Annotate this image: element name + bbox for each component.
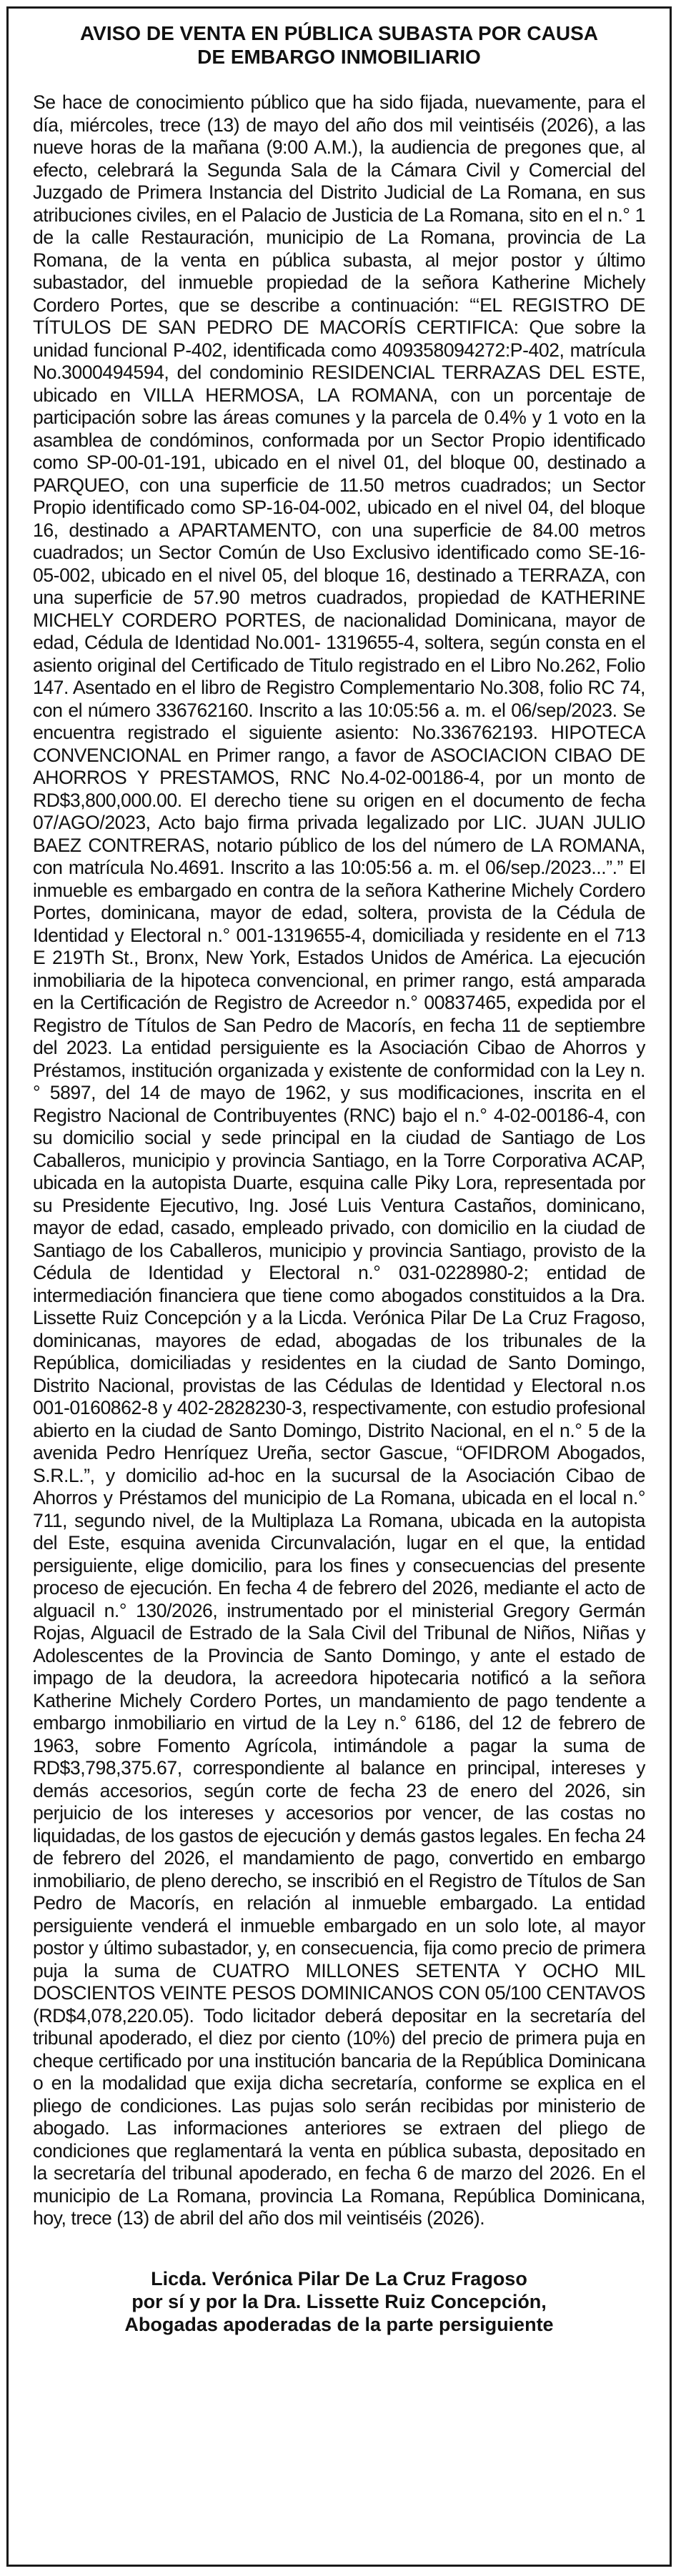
notice-title-line-2: DE EMBARGO INMOBILIARIO bbox=[197, 46, 481, 68]
signature-block bbox=[33, 2267, 645, 2336]
notice-title-line-1: AVISO DE VENTA EN PÚBLICA SUBASTA POR CAUSA bbox=[80, 22, 598, 44]
notice-title bbox=[33, 21, 645, 69]
legal-notice bbox=[6, 6, 672, 2567]
notice-body: Se hace de conocimiento público que ha sido fijada, nuevamente, para el día, miércoles, trece (13) de mayo del año dos mil veintiséis (2026), a las nueve horas de la mañana (9:00 A.M.), la audiencia de pregones que, al efecto, celebrará la Segunda Sala de la Cámara Civil y Comercial del Juzgado de Primera Instancia del Distrito Judicial de La Romana, en sus atribuciones civiles, en el Palacio de Justicia de La Romana, sito en el n.° 1 de la calle Restauración, municipio de La Romana, provincia de La Romana, de la venta en pública subasta, al mejor postor y último subastador, del inmueble propiedad de la señora Katherine Michely Cordero Portes, que se describe a continuación: “‘EL REGISTRO DE TÍTULOS DE SAN PEDRO DE MACORÍS CERTIFICA: Que sobre la unidad funcional P-402, identificada como 409358094272:P-402, matrícula No.3000494594, del condominio RESIDENCIAL TERRAZAS DEL ESTE, ubicado en VILLA HERMOSA, LA ROMANA, con un porcentaje de participación sobre las áreas comunes y la parcela de 0.4% y 1 voto en la asamblea de condóminos, conformada por un Sector Propio identificado como SP-00-01-191, ubicado en el nivel 01, del bloque 00, destinado a PARQUEO, con una superficie de 11.50 metros cuadrados; un Sector Propio identificado como SP-16-04-002, ubicado en el nivel 04, del bloque 16, destinado a APARTAMENTO, con una superficie de 84.00 metros cuadrados; un Sector Común de Uso Exclusivo identificado como SE-16- 05-002, ubicado en el nivel 05, del bloque 16, destinado a TERRAZA, con una superficie de 57.90 metros cuadrados, propiedad de KATHERINE MICHELY CORDERO PORTES, de nacionalidad Dominicana, mayor de edad, Cédula de Identidad No.001- 1319655-4, soltera, según consta en el asiento original del Certificado de Titulo registrado en el Libro No.262, Folio 147. Asentado en el libro de Registro Complementario No.308, folio RC 74, con el número 336762160. Inscrito a las 10:05:56 a. m. el 06/sep/2023. Se encuentra registrado el siguiente asiento: No.336762193. HIPOTECA CONVENCIONAL en Primer rango, a favor de ASOCIACION CIBAO DE AHORROS Y PRESTAMOS, RNC No.4-02-00186-4, por un monto de RD$3,800,000.00. El derecho tiene su origen en el documento de fecha 07/AGO/2023, Acto bajo firma privada legalizado por LIC. JUAN JULIO BAEZ CONTRERAS, notario público de los del número de LA ROMANA, con matrícula No.4691. Inscrito a las 10:05:56 a. m. el 06/sep./2023...”.” El inmueble es embargado en contra de la señora Katherine Michely Cordero Portes, dominicana, mayor de edad, soltera, provista de la Cédula de Identidad y Electoral n.° 001-1319655-4, domiciliada y residente en el 713 E 219Th St., Bronx, New York, Estados Unidos de América. La ejecución inmobiliaria de la hipoteca convencional, en primer rango, está amparada en la Certificación de Registro de Acreedor n.° 00837465, expedida por el Registro de Títulos de San Pedro de Macorís, en fecha 11 de septiembre del 2023. La entidad persiguiente es la Asociación Cibao de Ahorros y Préstamos, institución organizada y existente de conformidad con la Ley n.° 5897, del 14 de mayo de 1962, y sus modificaciones, inscrita en el Registro Nacional de Contribuyentes (RNC) bajo el n.° 4-02-00186-4, con su domicilio social y sede principal en la ciudad de Santiago de Los Caballeros, municipio y provincia Santiago, en la Torre Corporativa ACAP, ubicada en la autopista Duarte, esquina calle Piky Lora, representada por su Presidente Ejecutivo, Ing. José Luis Ventura Castaños, dominicano, mayor de edad, casado, empleado privado, con domicilio en la ciudad de Santiago de los Caballeros, municipio y provincia Santiago, provisto de la Cédula de Identidad y Electoral n.° 031-0228980-2; entidad de intermediación financiera que tiene como abogados constituidos a la Dra. Lissette Ruiz Concepción y a la Licda. Verónica Pilar De La Cruz Fragoso, dominicanas, mayores de edad, abogadas de los tribunales de la República, domiciliadas y residentes en la ciudad de Santo Domingo, Distrito Nacional, provistas de las Cédulas de Identidad y Electoral n.os 001-0160862-8 y 402-2828230-3, respectivamente, con estudio profesional abierto en la ciudad de Santo Domingo, Distrito Nacional, en el n.° 5 de la avenida Pedro Henríquez Ureña, sector Gascue, “OFIDROM Abogados, S.R.L.”, y domicilio ad-hoc en la sucursal de la Asociación Cibao de Ahorros y Préstamos del municipio de La Romana, ubicada en el local n.° 711, segundo nivel, de la Multiplaza La Romana, ubicada en la autopista del Este, esquina avenida Circunvalación, lugar en el que, la entidad persiguiente, elige domicilio, para los fines y consecuencias del presente proceso de ejecución. En fecha 4 de febrero del 2026, mediante el acto de alguacil n.° 130/2026, instrumentado por el ministerial Gregory Germán Rojas, Alguacil de Estrado de la Sala Civil del Tribunal de Niños, Niñas y Adolescentes de la Provincia de Santo Domingo, y ante el estado de impago de la deudora, la acreedora hipotecaria notificó a la señora Katherine Michely Cordero Portes, un mandamiento de pago tendente a embargo inmobiliario en virtud de la Ley n.° 6186, del 12 de febrero de 1963, sobre Fomento Agrícola, intimándole a pagar la suma de RD$3,798,375.67, correspondiente al balance en principal, intereses y demás accesorios, según corte de fecha 23 de enero del 2026, sin perjuicio de los intereses y accesorios por vencer, de las costas no liquidadas, de los gastos de ejecución y demás gastos legales. En fecha 24 de febrero del 2026, el mandamiento de pago, convertido en embargo inmobiliario, de pleno derecho, se inscribió en el Registro de Títulos de San Pedro de Macorís, en relación al inmueble embargado. La entidad persiguiente venderá el inmueble embargado en un solo lote, al mayor postor y último subastador, y, en consecuencia, fija como precio de primera puja la suma de CUATRO MILLONES SETENTA Y OCHO MIL DOSCIENTOS VEINTE PESOS DOMINICANOS CON 05/100 CENTAVOS (RD$4,078,220.05). Todo licitador deberá depositar en la secretaría del tribunal apoderado, el diez por ciento (10%) del precio de primera puja en cheque certificado por una institución bancaria de la República Dominicana o en la modalidad que exija dicha secretaría, conforme se explica en el pliego de condiciones. Las pujas solo serán recibidas por ministerio de abogado. Las informaciones anteriores se extraen del pliego de condiciones que reglamentará la venta en pública subasta, depositado en la secretaría del tribunal apoderado, en fecha 6 de marzo del 2026. En el municipio de La Romana, provincia La Romana, República Dominicana, hoy, trece (13) de abril del año dos mil veintiséis (2026). bbox=[33, 91, 645, 2229]
signature-line-1: Licda. Verónica Pilar De La Cruz Fragoso bbox=[151, 2267, 527, 2289]
signature-line-3: Abogadas apoderadas de la parte persiguiente bbox=[124, 2313, 554, 2335]
signature-line-2: por sí y por la Dra. Lissette Ruiz Concepción, bbox=[131, 2290, 547, 2312]
